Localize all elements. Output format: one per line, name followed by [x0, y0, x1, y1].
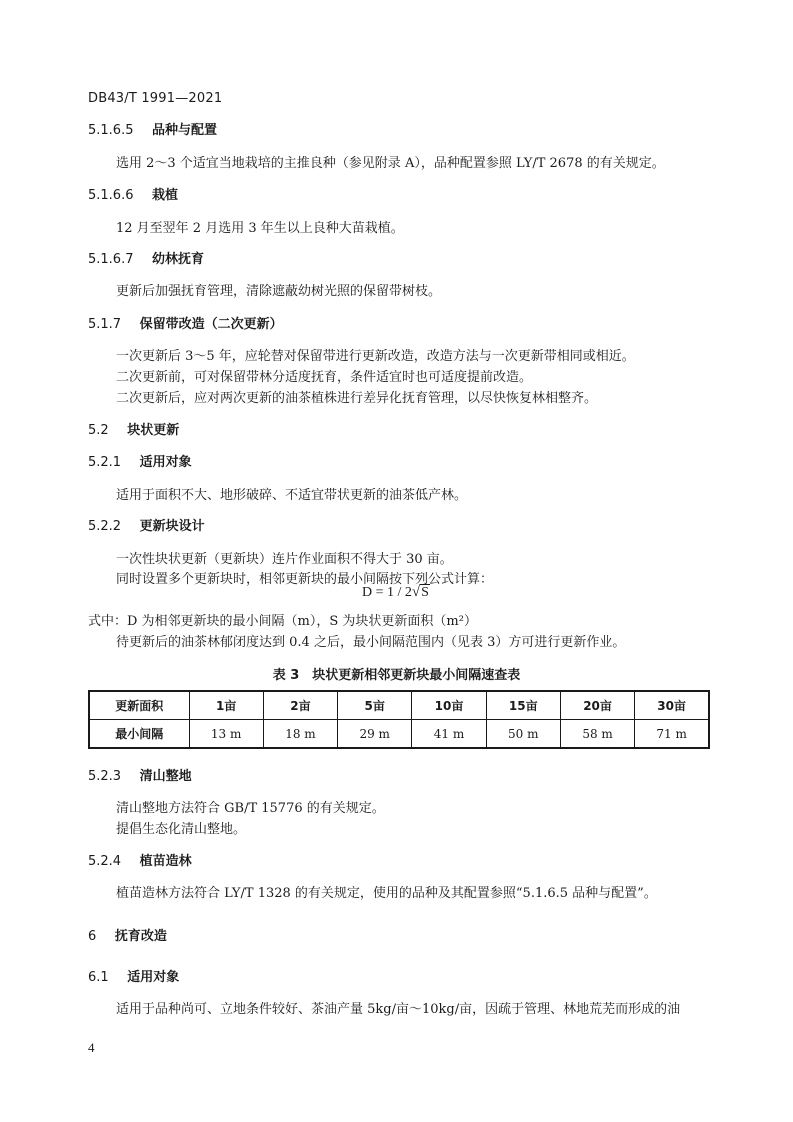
- paragraph: 待更新后的油茶林郁闭度达到 0.4 之后，最小间隔范围内（见表 3）方可进行更新作业。: [116, 635, 626, 650]
- section-number: 5.1.6.5: [88, 123, 134, 138]
- paragraph: 清山整地方法符合 GB/T 15776 的有关规定。: [116, 801, 385, 816]
- paragraph: 二次更新前，可对保留带林分适度抚育，条件适宜时也可适度提前改造。: [116, 370, 533, 385]
- table-cell: 29 m: [338, 720, 412, 749]
- table-cell: 50 m: [486, 720, 560, 749]
- document-id: DB43/T 1991—2021: [88, 91, 223, 106]
- table-cell: 58 m: [560, 720, 634, 749]
- interval-table: [88, 690, 710, 749]
- section-title: 保留带改造（二次更新）: [139, 317, 283, 332]
- formula-left: D = 1 / 2: [362, 585, 412, 600]
- table-cell: 13 m: [189, 720, 263, 749]
- table-title: 表 3 块状更新相邻更新块最小间隔速查表: [272, 668, 521, 683]
- heading-5-1-6-7: [88, 248, 204, 267]
- section-number: 6: [88, 929, 97, 944]
- heading-5-2-4: [88, 850, 192, 869]
- section-number: 5.2.4: [88, 854, 122, 869]
- table-cell: 30亩: [635, 691, 709, 720]
- section-title: 清山整地: [139, 769, 192, 784]
- section-number: 5.2: [88, 423, 109, 438]
- paragraph: 二次更新后，应对两次更新的油茶植株进行差异化抚育管理，以尽快恢复林相整齐。: [116, 391, 598, 406]
- heading-6-1: [88, 966, 179, 985]
- section-number: 5.2.1: [88, 455, 122, 470]
- formula-explanation: 式中：D 为相邻更新块的最小间隔（m），S 为块状更新面积（m²）: [88, 614, 477, 629]
- table-cell: 15亩: [486, 691, 560, 720]
- table-row: [89, 720, 709, 749]
- interval-formula: D = 1 / 2√S: [362, 584, 429, 600]
- paragraph: 选用 2～3 个适宜当地栽培的主推良种（参见附录 A），品种配置参照 LY/T 2678 的有关规定。: [116, 156, 665, 171]
- table-row: [89, 691, 709, 720]
- section-title: 植苗造林: [139, 854, 192, 869]
- section-number: 6.1: [88, 970, 109, 985]
- table-cell: 18 m: [263, 720, 337, 749]
- heading-5-1-6-6: [88, 184, 178, 203]
- heading-5-1-7: [88, 313, 283, 332]
- table-cell: 20亩: [560, 691, 634, 720]
- paragraph: 同时设置多个更新块时，相邻更新块的最小间隔按下列公式计算：: [116, 572, 494, 587]
- paragraph: 适用于面积不大、地形破碎、不适宜带状更新的油茶低产林。: [116, 488, 468, 503]
- formula-root: S: [421, 585, 429, 600]
- table-cell: 41 m: [412, 720, 486, 749]
- heading-5-2-2: [88, 515, 205, 534]
- heading-5-1-6-5: [88, 119, 217, 138]
- section-title: 块状更新: [127, 423, 180, 438]
- table-cell: 5亩: [338, 691, 412, 720]
- section-number: 5.1.7: [88, 317, 122, 332]
- heading-5-2-3: [88, 765, 192, 784]
- section-title: 栽植: [152, 188, 179, 203]
- section-number: 5.1.6.7: [88, 252, 134, 267]
- table-row-label: 更新面积: [89, 691, 189, 720]
- paragraph: 12 月至翌年 2 月选用 3 年生以上良种大苗栽植。: [116, 221, 404, 236]
- paragraph: 提倡生态化清山整地。: [116, 822, 247, 837]
- paragraph: 适用于品种尚可、立地条件较好、茶油产量 5kg/亩～10kg/亩，因疏于管理、林地荒芜而形成的油: [116, 1002, 681, 1017]
- section-title: 适用对象: [139, 455, 192, 470]
- table-cell: 10亩: [412, 691, 486, 720]
- section-title: 品种与配置: [152, 123, 218, 138]
- section-number: 5.1.6.6: [88, 188, 134, 203]
- section-number: 5.2.3: [88, 769, 122, 784]
- paragraph: 植苗造林方法符合 LY/T 1328 的有关规定，使用的品种及其配置参照“5.1.6.5 品种与配置”。: [116, 886, 657, 901]
- section-title: 适用对象: [127, 970, 180, 985]
- heading-5-2-1: [88, 451, 192, 470]
- paragraph: 一次性块状更新（更新块）连片作业面积不得大于 30 亩。: [116, 552, 453, 567]
- table-cell: 1亩: [189, 691, 263, 720]
- paragraph: 一次更新后 3～5 年，应轮替对保留带进行更新改造，改造方法与一次更新带相同或相近。: [116, 349, 635, 364]
- table-cell: 2亩: [263, 691, 337, 720]
- section-number: 5.2.2: [88, 519, 122, 534]
- page-number: 4: [88, 1040, 95, 1055]
- section-title: 更新块设计: [139, 519, 205, 534]
- table-cell: 71 m: [635, 720, 709, 749]
- heading-6: [88, 925, 167, 944]
- section-title: 幼林抚育: [152, 252, 205, 267]
- section-title: 抚育改造: [114, 929, 167, 944]
- paragraph: 更新后加强抚育管理，清除遮蔽幼树光照的保留带树枝。: [116, 284, 442, 299]
- table-row-label: 最小间隔: [89, 720, 189, 749]
- heading-5-2: [88, 419, 179, 438]
